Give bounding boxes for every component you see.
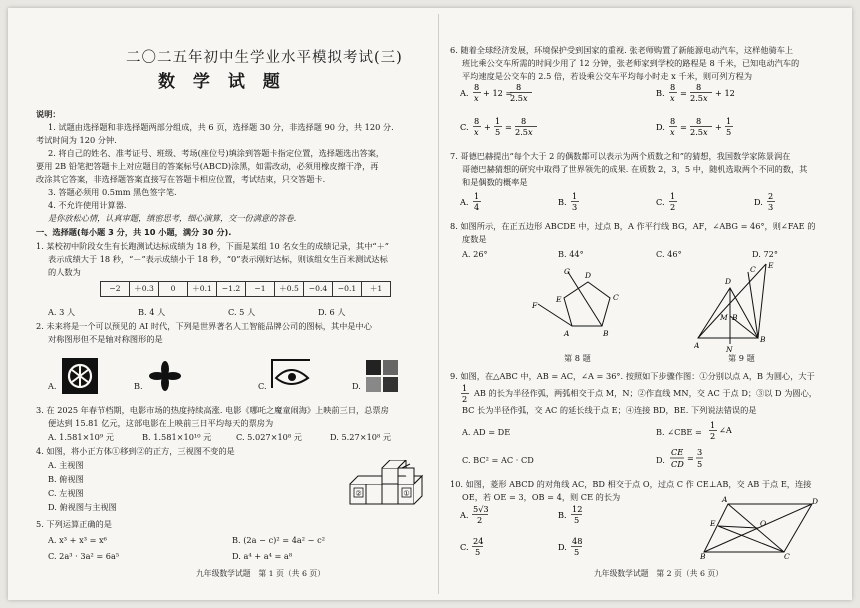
instruction-line: 3. 答题必须用 0.5mm 黑色签字笔.: [48, 187, 177, 197]
instruction-line: 2. 将自己的姓名、准考证号、班级、考场(座位号)填涂到答题卡指定位置，选择题选出答案，: [48, 148, 385, 158]
svg-text:B: B: [603, 329, 609, 338]
svg-text:+ 12 =: + 12 =: [483, 88, 513, 98]
half-fraction: [460, 382, 472, 406]
q7-option-c-label: C.: [656, 197, 665, 207]
q2-line: 2. 未来将是一个可以预见的 AI 时代，下列是世界著名人工智能品牌公司的图标，其中是中心: [36, 321, 372, 331]
svg-text:C: C: [784, 552, 790, 560]
q9-option-a: A. AD = DE: [462, 427, 511, 437]
figure-10-rhombus: [700, 496, 820, 560]
q9-option-d: D.: [656, 455, 665, 465]
svg-text:1: 1: [670, 191, 676, 201]
svg-text:2: 2: [670, 202, 676, 212]
q6-option-a-label: A.: [460, 88, 469, 98]
svg-text:D: D: [585, 271, 592, 280]
q10-option-d-label: D.: [558, 542, 567, 552]
q6-line: 平均速度是公交车的 2.5 倍，若设乘公交车平均每小时走 x 千米，则可列方程为: [462, 71, 753, 81]
svg-text:E: E: [710, 519, 716, 528]
svg-text:B: B: [760, 335, 766, 344]
footer-right: 九年级数学试题 第 2 页（共 6 页）: [594, 569, 723, 578]
q4-option-b: B. 俯视图: [48, 474, 84, 484]
svg-text:5: 5: [495, 127, 501, 137]
svg-text:2.5x: 2.5x: [690, 93, 708, 103]
q3-line: 3. 在 2025 年春节档期，电影市场的热度持续高涨. 电影《哪吒之魔童闹海》上映前三日，总票房: [36, 405, 389, 415]
page-divider: [438, 14, 439, 594]
q7-line: 7. 哥德巴赫提出“每个大于 2 的偶数都可以表示为两个质数之和”的猜想，我国数学家陈景润在: [450, 151, 791, 161]
q9-line: AB 的长为半径作弧，两弧相交于点 M，N；②作直线 MN，交 AC 于点 D；③以 D 为圆心，: [474, 388, 817, 398]
squares-logo-icon: [366, 360, 398, 392]
svg-text:N: N: [726, 345, 733, 354]
q10-option-b-label: B.: [558, 510, 567, 520]
q6-option-b-label: B.: [656, 88, 665, 98]
cube-stack-figure: [346, 460, 428, 508]
q7-option-a-label: A.: [460, 197, 469, 207]
svg-text:1: 1: [495, 116, 501, 126]
eye-logo-icon: [270, 358, 312, 392]
svg-text:=: =: [505, 122, 512, 132]
q5-option-b: B. (2a − c)² = 4a² − c²: [232, 535, 326, 545]
svg-text:3: 3: [572, 202, 578, 212]
q3-option-b: B. 1.581×10¹⁰ 元: [142, 432, 212, 442]
svg-text:5: 5: [697, 459, 703, 469]
svg-text:48: 48: [572, 536, 583, 546]
q6-options-math: [460, 82, 850, 142]
svg-text:8: 8: [516, 82, 522, 92]
svg-text:E: E: [556, 295, 562, 304]
svg-text:G: G: [564, 267, 570, 276]
svg-text:x: x: [670, 127, 675, 137]
section-heading: 一、选择题(每小题 3 分，共 10 小题，满分 30 分).: [36, 227, 232, 237]
svg-text:5: 5: [726, 127, 732, 137]
q3-option-a: A. 1.581×10⁹ 元: [48, 432, 114, 442]
svg-text:A: A: [694, 341, 700, 350]
svg-text:24: 24: [473, 536, 484, 546]
q8-line: 度数是: [462, 234, 487, 244]
q10-option-c-label: C.: [460, 542, 469, 552]
svg-text:2.5x: 2.5x: [515, 127, 533, 137]
q2-option-b: B.: [134, 381, 143, 391]
svg-text:2: 2: [462, 394, 468, 404]
page-2: [446, 8, 850, 600]
q1-option-d: D. 6 人: [318, 307, 346, 317]
q5-option-d: D. a⁴ + a⁴ = a⁸: [232, 551, 293, 561]
q6-option-d-label: D.: [656, 122, 665, 132]
subject-title: 数 学 试 题: [158, 72, 286, 92]
score-cell: ＋0.3: [130, 282, 159, 297]
svg-text:5√3: 5√3: [473, 504, 489, 514]
page-1: [8, 8, 432, 600]
svg-text:M: M: [720, 313, 728, 322]
exam-sheet: [8, 8, 852, 600]
svg-text:F: F: [532, 301, 538, 310]
svg-text:D: D: [725, 277, 732, 286]
svg-text:E: E: [768, 261, 774, 270]
instruction-line: 要用 2B 铅笔把答题卡上对应题目的答案标号(ABCD)涂黑，如需改动，必须用橡皮擦干净，再: [36, 161, 379, 171]
svg-text:C: C: [613, 293, 619, 302]
svg-text:8: 8: [670, 116, 676, 126]
score-table: [100, 281, 391, 297]
knot-logo-icon: [62, 358, 98, 394]
q4-line: 4. 如图，将小正方体①移到②的正方，三视图不变的是: [36, 446, 235, 456]
svg-text:x: x: [474, 127, 479, 137]
svg-text:+ 12: + 12: [715, 88, 735, 98]
q5-option-a: A. x³ + x³ = x⁶: [48, 535, 107, 545]
q5-line: 5. 下列运算正确的是: [36, 519, 112, 529]
svg-text:1: 1: [710, 420, 716, 430]
svg-text:B: B: [700, 552, 706, 560]
q8-option-c: C. 46°: [656, 249, 682, 259]
score-cell: −0.1: [333, 282, 362, 297]
instruction-line: 4. 不允许使用计算器.: [48, 200, 127, 210]
svg-text:O: O: [760, 519, 767, 528]
svg-text:+: +: [484, 122, 491, 132]
svg-text:8: 8: [521, 116, 527, 126]
svg-text:5: 5: [574, 515, 580, 525]
q4-option-a: A. 主视图: [48, 460, 84, 470]
q2-option-a: A.: [48, 381, 57, 391]
instruction-line: 考试时间为 120 分钟.: [36, 135, 117, 145]
svg-text:∠A: ∠A: [719, 425, 732, 435]
svg-text:2: 2: [768, 191, 774, 201]
q5-option-c: C. 2a³ · 3a² = 6a⁵: [48, 551, 120, 561]
svg-text:2.5x: 2.5x: [510, 93, 528, 103]
score-cell: −2: [101, 282, 130, 297]
score-cell: −1: [246, 282, 275, 297]
svg-text:8: 8: [670, 82, 676, 92]
svg-text:8: 8: [474, 82, 480, 92]
q1-line: 表示成绩大于 18 秒，“－”表示成绩小于 18 秒，“0”表示刚好达标，则该组女生百米测试达标: [48, 254, 388, 264]
q10-options-math: [460, 504, 660, 564]
q9-line: BC 长为半径作弧，交 AC 的延长线于点 E；④连接 BD，BE. 下列说法错误的是: [462, 405, 757, 415]
svg-text:=: =: [687, 453, 694, 463]
motto: 是你放松心情，认真审题，缜密思考，细心演算，交一份满意的答卷.: [48, 213, 297, 223]
q10-option-a-label: A.: [460, 510, 469, 520]
svg-text:=: =: [680, 122, 687, 132]
score-cell: 0: [159, 282, 188, 297]
q6-line: 6. 随着全球经济发展，环境保护受到国家的重视. 张老师购置了新能源电动汽车，这样他骑车上: [450, 45, 794, 55]
q1-option-c: C. 5 人: [228, 307, 256, 317]
svg-text:D: D: [812, 497, 819, 506]
q3-option-c: C. 5.027×10⁸ 元: [236, 432, 302, 442]
svg-text:1: 1: [474, 191, 480, 201]
q4-option-c: C. 左视图: [48, 488, 84, 498]
svg-text:5: 5: [574, 547, 580, 557]
svg-text:CD: CD: [671, 459, 684, 469]
q4-option-d: D. 俯视图与主视图: [48, 502, 117, 512]
svg-text:8: 8: [696, 82, 702, 92]
svg-text:2: 2: [710, 431, 716, 441]
svg-text:CE: CE: [671, 447, 684, 457]
q7-options-math: [460, 190, 850, 216]
svg-text:A: A: [564, 329, 570, 338]
exam-title: 二〇二五年初中生学业水平模拟考试(三): [126, 50, 403, 66]
q9-option-b-math: [708, 420, 732, 444]
instruction-line: 1. 试题由选择题和非选择题两部分组成，共 6 页，选择题 30 分，非选择题 90 分，共 120 分.: [48, 122, 394, 132]
q7-option-b-label: B.: [558, 197, 567, 207]
q3-option-d: D. 5.27×10⁸ 元: [330, 432, 392, 442]
q9-option-c: C. BC² = AC · CD: [462, 455, 534, 465]
q1-option-b: B. 4 人: [138, 307, 166, 317]
q1-line: 1. 某校初中阶段女生有长跑测试达标成绩为 18 秒，下面是某组 10 名女生的成绩记录，其中“＋”: [36, 241, 389, 251]
svg-text:3: 3: [768, 202, 774, 212]
q3-line: 便达到 15.81 亿元，这部电影在上映前三日平均每天的票房为: [48, 418, 274, 428]
q7-option-d-label: D.: [754, 197, 763, 207]
q9-line: 9. 如图，在△ABC 中，AB = AC，∠A = 36°. 按照如下步骤作图：①分别以点 A，B 为圆心，大于: [450, 371, 815, 381]
svg-text:x: x: [474, 93, 479, 103]
svg-text:=: =: [680, 88, 687, 98]
q6-line: 班比乘公交车所需的时间少用了 12 分钟，张老师家到学校的路程是 8 千米，已知电动汽车的: [462, 58, 800, 68]
cube-label-2: ②: [355, 489, 362, 498]
svg-text:2.5x: 2.5x: [690, 127, 708, 137]
q7-line: 哥德巴赫猜想的研究中取得了世界领先的成果. 在质数 2，3，5 中，随机选取两个不同的数，其: [462, 164, 808, 174]
q10-line: OE，若 OE = 3，OB = 4，则 CE 的长为: [462, 492, 621, 502]
q8-option-d: D. 72°: [752, 249, 778, 259]
svg-text:B: B: [732, 313, 738, 322]
q9-option-b: B. ∠CBE =: [656, 427, 702, 437]
q2-line: 对称图形但不是轴对称图形的是: [48, 334, 163, 344]
svg-text:C: C: [750, 265, 756, 274]
score-cell: ＋1: [362, 282, 391, 297]
svg-text:1: 1: [726, 116, 732, 126]
q8-line: 8. 如图所示，在正五边形 ABCDE 中，过点 B，A 作平行线 BG，AF，∠ABG = 46°，则∠FAE 的: [450, 221, 816, 231]
petal-logo-icon: [148, 360, 182, 392]
q6-option-c-label: C.: [460, 122, 469, 132]
figure-8-pentagon: [530, 264, 640, 354]
q8-option-b: B. 44°: [558, 249, 584, 259]
instructions-label: 说明：: [36, 109, 61, 119]
svg-text:+: +: [715, 122, 722, 132]
score-cell: ＋0.1: [188, 282, 217, 297]
q2-option-c: C.: [258, 381, 267, 391]
svg-text:1: 1: [572, 191, 578, 201]
svg-text:2: 2: [477, 515, 483, 525]
q9-option-d-math: [670, 446, 710, 472]
score-cell: −1.2: [217, 282, 246, 297]
svg-text:8: 8: [696, 116, 702, 126]
svg-text:4: 4: [474, 202, 480, 212]
cube-label-1: ①: [403, 489, 410, 498]
q2-option-d: D.: [352, 381, 361, 391]
instruction-line: 改涂其它答案，非选择题答案直接写在答题卡相应位置，考试结束，只交答题卡.: [36, 174, 326, 184]
q8-option-a: A. 26°: [462, 249, 488, 259]
fig8-caption: 第 8 题: [564, 353, 591, 363]
fig9-caption: 第 9 题: [728, 353, 755, 363]
svg-text:1: 1: [462, 383, 468, 393]
q1-line: 的人数为: [48, 267, 81, 277]
score-cell: ＋0.5: [275, 282, 304, 297]
footer-left: 九年级数学试题 第 1 页（共 6 页）: [196, 569, 325, 578]
q10-line: 10. 如图，菱形 ABCD 的对角线 AC，BD 相交于点 O，过点 C 作 CE⊥AB，交 AB 于点 E，连接: [450, 479, 812, 489]
figure-9-triangle: [694, 260, 804, 356]
svg-text:3: 3: [697, 447, 703, 457]
q1-option-a: A. 3 人: [48, 307, 76, 317]
svg-text:8: 8: [474, 116, 480, 126]
q7-line: 和是偶数的概率是: [462, 177, 528, 187]
score-cell: −0.4: [304, 282, 333, 297]
svg-text:A: A: [722, 496, 728, 504]
svg-text:x: x: [670, 93, 675, 103]
svg-text:12: 12: [572, 504, 583, 514]
svg-text:5: 5: [475, 547, 481, 557]
